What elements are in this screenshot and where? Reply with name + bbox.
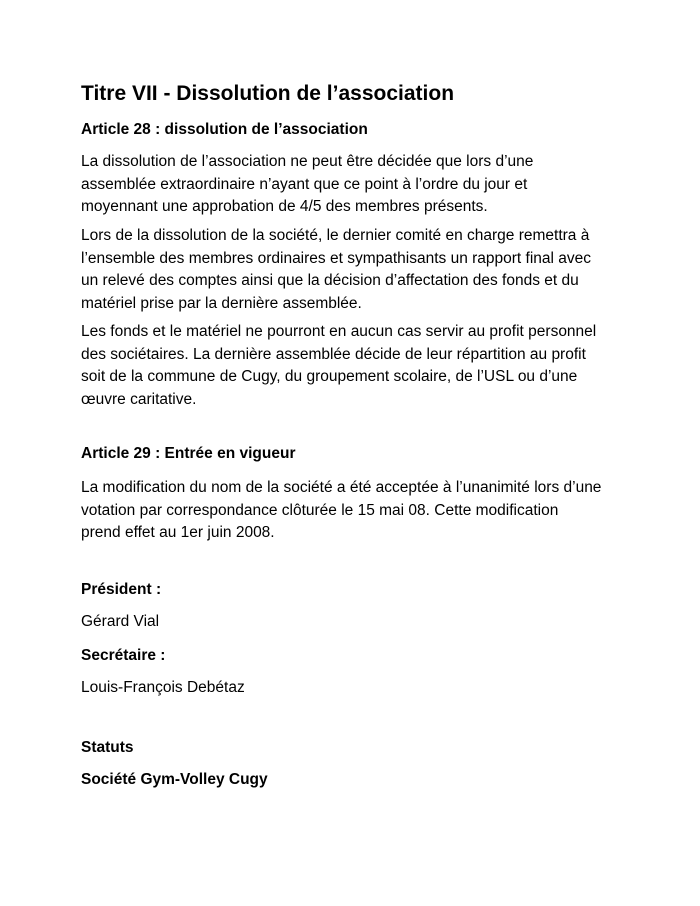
secretary-name: Louis-François Debétaz — [81, 679, 245, 696]
text-line: matériel prise par la dernière assemblée. — [81, 294, 362, 312]
text-line: soit de la commune de Cugy, du groupement scolaire, de l’USL ou d’une — [81, 368, 578, 385]
text-line: moyennant une approbation de 4/5 des membres présents. — [81, 198, 488, 215]
president-name: Gérard Vial — [81, 613, 160, 630]
article-29-heading: Article 29 : Entrée en vigueur — [81, 445, 296, 462]
president-label: Président : — [81, 581, 162, 598]
article-28-paragraph-3 — [81, 321, 626, 411]
text-line: œuvre caritative. — [81, 390, 197, 408]
society-name: Société Gym-Volley Cugy — [81, 771, 268, 788]
article-29-paragraph — [81, 477, 626, 545]
text-line: La dissolution de l’association ne peut être décidée que lors d’une — [81, 153, 534, 170]
text-line: Lors de la dissolution de la société, le dernier comité en charge remettra à — [81, 227, 590, 244]
article-28-paragraph-1 — [81, 151, 626, 219]
secretary-label: Secrétaire : — [81, 647, 166, 664]
text-line: assemblée extraordinaire n’ayant que ce point à l’ordre du jour et — [81, 175, 528, 193]
article-28-heading: Article 28 : dissolution de l’association — [81, 121, 368, 138]
text-line: un relevé des comptes ainsi que la décision d’affectation des fonds et du — [81, 272, 579, 289]
text-line: l’ensemble des membres ordinaires et sympathisants un rapport final avec — [81, 249, 592, 267]
text-line: La modification du nom de la société a été acceptée à l’unanimité lors d’une — [81, 479, 602, 496]
statuts-label: Statuts — [81, 739, 134, 756]
section-title: Titre VII - Dissolution de l’association — [81, 82, 455, 105]
text-line: prend effet au 1er juin 2008. — [81, 524, 275, 541]
text-line: des sociétaires. La dernière assemblée décide de leur répartition au profit — [81, 345, 586, 363]
text-line: votation par correspondance clôturée le 15 mai 08. Cette modification — [81, 501, 559, 519]
article-28-paragraph-2 — [81, 225, 626, 315]
text-line: Les fonds et le matériel ne pourront en aucun cas servir au profit personnel — [81, 323, 597, 340]
